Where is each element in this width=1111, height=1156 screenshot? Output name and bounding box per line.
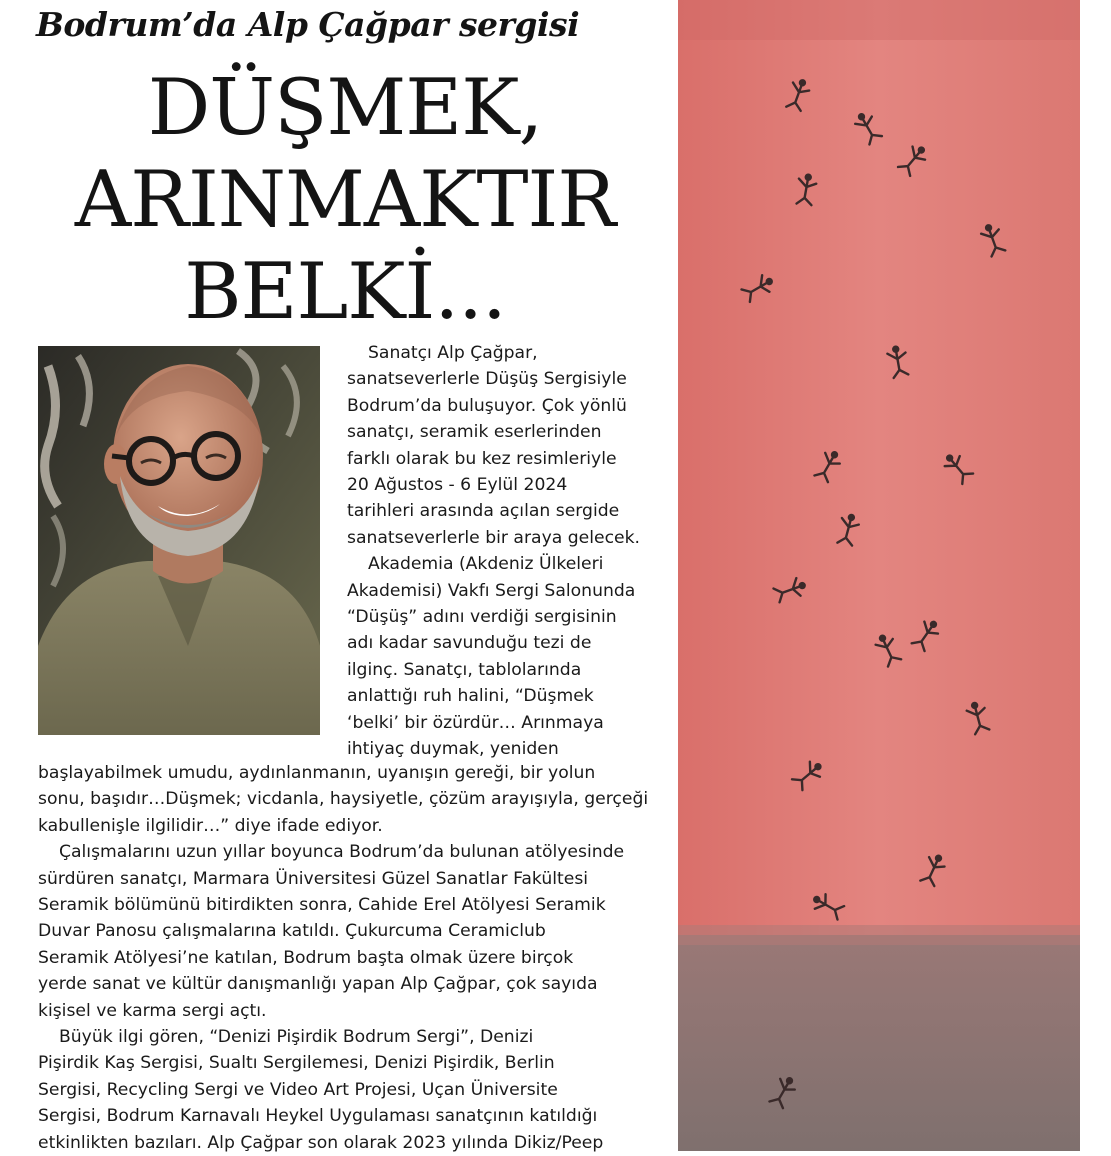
- body-line: başlayabilmek umudu, aydınlanmanın, uyanışın gereği, bir yolun: [38, 763, 596, 783]
- column-line: sanatseverlerle bir araya gelecek.: [347, 527, 641, 548]
- artist-portrait-photo: [38, 346, 320, 735]
- painting-artwork: [678, 0, 1080, 1151]
- body-line: sürdüren sanatçı, Marmara Üniversitesi Güzel Sanatlar Fakültesi: [38, 868, 589, 889]
- painting-image: [678, 0, 1080, 1151]
- portrait-illustration: [38, 346, 320, 735]
- column-line: ilginç. Sanatçı, tablolarında: [347, 659, 582, 680]
- column-line: sanatçı, seramik eserlerinden: [347, 422, 602, 443]
- body-line: Büyük ilgi gören, “Denizi Pişirdik Bodrum Sergi”, Denizi: [59, 1027, 534, 1048]
- body-line: etkinlikten bazıları. Alp Çağpar son olarak 2023 yılında Dikiz/Peep: [38, 1132, 604, 1153]
- body-line: Duvar Panosu çalışmalarına katıldı. Çukurcuma Ceramiclub: [38, 921, 546, 942]
- column-line: “Düşüş” adını verdiği sergisinin: [347, 607, 617, 628]
- column-line: 20 Ağustos - 6 Eylül 2024: [347, 475, 568, 496]
- kicker-headline: Bodrum’da Alp Çağpar sergisi: [36, 5, 580, 44]
- column-line: tarihleri arasında açılan sergide: [347, 501, 620, 522]
- body-line: Çalışmalarını uzun yıllar boyunca Bodrum’da bulunan atölyesinde: [59, 842, 625, 863]
- body-line: Sergisi, Bodrum Karnavalı Heykel Uygulaması sanatçının katıldığı: [38, 1106, 598, 1127]
- headline-line-2: ARINMAKTIR: [74, 155, 616, 245]
- column-line: Sanatçı Alp Çağpar,: [368, 343, 538, 363]
- column-line: sanatseverlerle Düşüş Sergisiyle: [347, 369, 627, 390]
- column-line: Bodrum’da buluşuyor. Çok yönlü: [347, 395, 627, 416]
- article-body: [38, 760, 650, 1156]
- column-line: ihtiyaç duymak, yeniden: [347, 739, 559, 760]
- body-line: Seramik Atölyesi’ne katılan, Bodrum başta olmak üzere birçok: [38, 947, 574, 968]
- column-line: anlattığı ruh halini, “Düşmek: [347, 686, 594, 707]
- body-line: Sergisi, Recycling Sergi ve Video Art Projesi, Uçan Üniversite: [38, 1079, 558, 1100]
- column-line: Akademisi) Vakfı Sergi Salonunda: [347, 580, 636, 601]
- headline-line-1: DÜŞMEK,: [147, 63, 543, 153]
- body-line: Pişirdik Kaş Sergisi, Sualtı Sergilemesi, Denizi Pişirdik, Berlin: [38, 1053, 555, 1074]
- body-line: sonu, başıdır…Düşmek; vicdanla, haysiyetle, çözüm arayışıyla, gerçeği: [38, 789, 649, 810]
- column-line: farklı olarak bu kez resimleriyle: [347, 448, 617, 469]
- column-line: Akademia (Akdeniz Ülkeleri: [368, 554, 604, 575]
- article-column: [347, 340, 647, 763]
- headline-line-3: BELKİ...: [184, 247, 506, 337]
- body-line: kişisel ve karma sergi açtı.: [38, 1000, 267, 1021]
- body-line: yerde sanat ve kültür danışmanlığı yapan Alp Çağpar, çok sayıda: [38, 974, 598, 995]
- column-line: adı kadar savunduğu tezi de: [347, 633, 592, 654]
- main-headline: [30, 62, 660, 338]
- column-line: ‘belki’ bir özürdür… Arınmaya: [347, 712, 604, 733]
- body-line: Seramik bölümünü bitirdikten sonra, Cahide Erel Atölyesi Seramik: [38, 895, 606, 916]
- body-line: kabullenişle ilgilidir…” diye ifade ediyor.: [38, 815, 383, 836]
